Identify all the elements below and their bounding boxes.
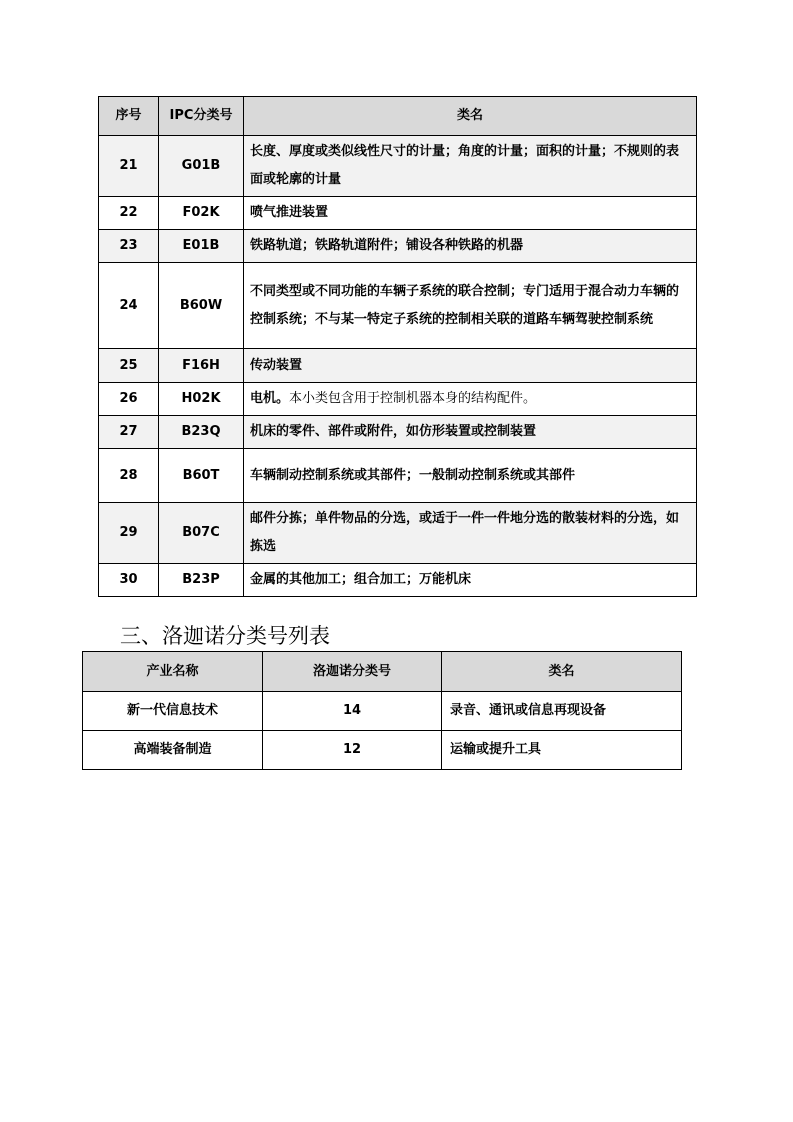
- cell-seq: 27: [99, 416, 159, 449]
- ipc-table: [98, 96, 697, 597]
- cell-name: 车辆制动控制系统或其部件；一般制动控制系统或其部件: [244, 449, 697, 503]
- cell-name: 运输或提升工具: [442, 731, 682, 770]
- table-row: [99, 416, 697, 449]
- table-row: [99, 230, 697, 263]
- cell-name: 喷气推进装置: [244, 197, 697, 230]
- cell-ipc: B60T: [159, 449, 244, 503]
- cell-name: 机床的零件、部件或附件，如仿形装置或控制装置: [244, 416, 697, 449]
- table-row: [99, 197, 697, 230]
- cell-name: 金属的其他加工；组合加工；万能机床: [244, 564, 697, 597]
- header-name: 类名: [244, 97, 697, 136]
- table-row: [99, 449, 697, 503]
- ipc-header-row: [99, 97, 697, 136]
- table-row: [99, 136, 697, 197]
- cell-name: [244, 383, 697, 416]
- cell-ipc: B23P: [159, 564, 244, 597]
- cell-name-note: 本小类包含用于控制机器本身的结构配件。: [289, 391, 537, 406]
- cell-name-bold: 电机。: [250, 391, 290, 406]
- cell-code: 12: [263, 731, 442, 770]
- cell-seq: 26: [99, 383, 159, 416]
- cell-ipc: B23Q: [159, 416, 244, 449]
- cell-ipc: B07C: [159, 503, 244, 564]
- cell-seq: 21: [99, 136, 159, 197]
- cell-name: 邮件分拣；单件物品的分选，或适于一件一件地分选的散装材料的分选，如拣选: [244, 503, 697, 564]
- cell-ipc: H02K: [159, 383, 244, 416]
- table-row: [99, 564, 697, 597]
- cell-seq: 23: [99, 230, 159, 263]
- header-ipc: IPC分类号: [159, 97, 244, 136]
- cell-ipc: F02K: [159, 197, 244, 230]
- cell-ipc: G01B: [159, 136, 244, 197]
- cell-ipc: B60W: [159, 263, 244, 349]
- cell-code: 14: [263, 692, 442, 731]
- header-name: 类名: [442, 652, 682, 692]
- cell-name: 铁路轨道；铁路轨道附件；铺设各种铁路的机器: [244, 230, 697, 263]
- header-code: 洛迦诺分类号: [263, 652, 442, 692]
- cell-name: 不同类型或不同功能的车辆子系统的联合控制；专门适用于混合动力车辆的控制系统；不与某一特定子系统的控制相关联的道路车辆驾驶控制系统: [244, 263, 697, 349]
- table-row: [99, 263, 697, 349]
- locarno-table: [82, 651, 682, 770]
- cell-seq: 28: [99, 449, 159, 503]
- table-row: [99, 383, 697, 416]
- table-row: [99, 349, 697, 383]
- cell-industry: 高端装备制造: [83, 731, 263, 770]
- cell-seq: 24: [99, 263, 159, 349]
- header-industry: 产业名称: [83, 652, 263, 692]
- table-row: [99, 503, 697, 564]
- cell-seq: 30: [99, 564, 159, 597]
- cell-seq: 29: [99, 503, 159, 564]
- cell-industry: 新一代信息技术: [83, 692, 263, 731]
- cell-ipc: F16H: [159, 349, 244, 383]
- cell-name: 传动装置: [244, 349, 697, 383]
- header-seq: 序号: [99, 97, 159, 136]
- section-title: 三、洛迦诺分类号列表: [120, 624, 330, 648]
- cell-name: 长度、厚度或类似线性尺寸的计量；角度的计量；面积的计量；不规则的表面或轮廓的计量: [244, 136, 697, 197]
- cell-name: 录音、通讯或信息再现设备: [442, 692, 682, 731]
- cell-seq: 22: [99, 197, 159, 230]
- cell-seq: 25: [99, 349, 159, 383]
- locarno-header-row: [83, 652, 682, 692]
- cell-ipc: E01B: [159, 230, 244, 263]
- table-row: [83, 692, 682, 731]
- table-row: [83, 731, 682, 770]
